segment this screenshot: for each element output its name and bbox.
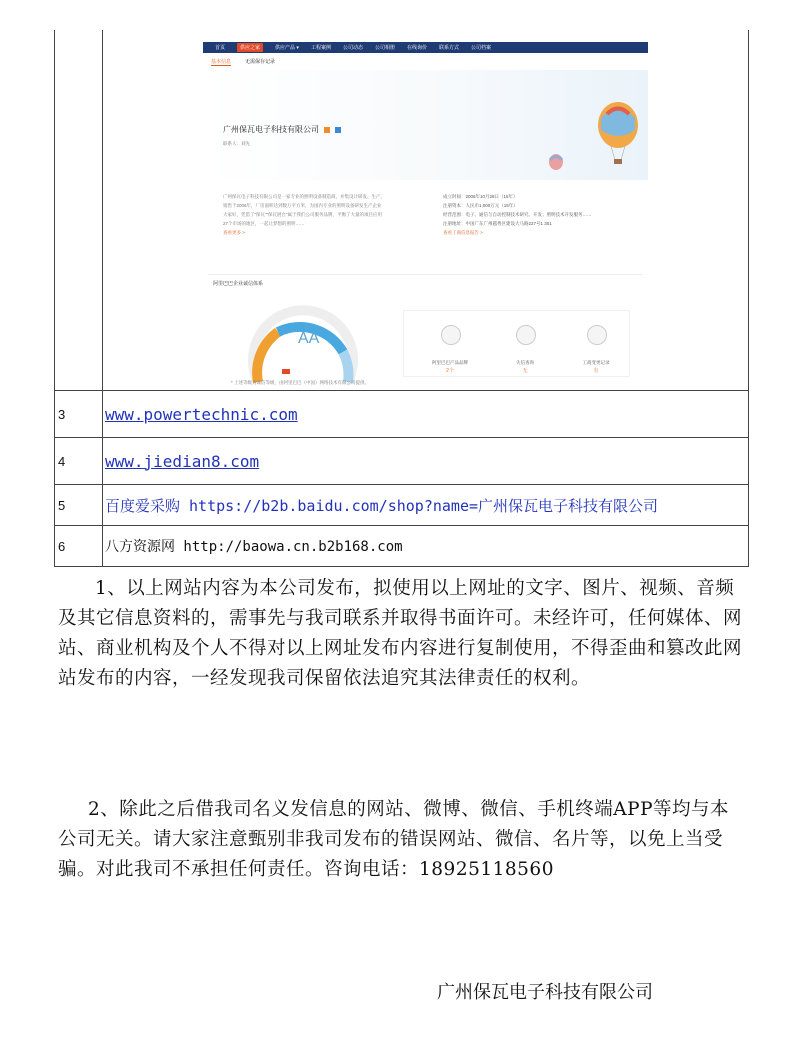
nav-item: 联系方式 <box>439 45 460 51</box>
nav-item: 供应之家 <box>237 43 263 52</box>
company-facts: 成立时间：2006年10月28日（15年） 注册资本：人民币1,000万元（15年） 经营范围：电子、通信与自动控制技术研究、开发；照明技术开发服务…… 注册地址：中国广东广州越秀区建设大马路227号1 301 查看工商信息报告 > <box>443 192 643 237</box>
paragraph: 2、除此之后借我司名义发信息的网站、微博、微信、手机终端APP等均与本公司无关。请大家注意甄别非我司发布的错误网站、微信、名片等，以免上当受骗。对此我司不承担任何责任。咨询电话：18925118560 <box>58 799 730 880</box>
tab: 基本信息 <box>211 59 232 65</box>
company-name: 广州保瓦电子科技有限公司 <box>223 124 341 135</box>
nav-item: 首页 <box>215 45 226 51</box>
website-text: 八方资源网 http://baowa.cn.b2b168.com <box>105 539 403 555</box>
record-icon <box>587 325 607 345</box>
metric-label: 工商变更记录 <box>582 360 610 365</box>
row-number <box>55 30 103 390</box>
nav-item: 工程案例 <box>310 45 331 51</box>
table-row <box>55 526 748 567</box>
report-link[interactable]: 查看工商信息报告 > <box>443 230 483 235</box>
website-link[interactable]: www.powertechnic.com <box>105 404 298 424</box>
company-signature: 广州保瓦电子科技有限公司 <box>437 982 653 1003</box>
metric-label: 失信查询 <box>516 360 534 365</box>
embedded-navbar <box>203 42 648 53</box>
section-title: 阿里巴巴企业诚信体系 <box>213 281 264 287</box>
nav-item: 公司档案 <box>471 45 492 51</box>
metric-value: 2个 <box>446 368 454 374</box>
credit-icon <box>516 325 536 345</box>
brand-icon <box>441 325 461 345</box>
row-number: 3 <box>55 391 103 437</box>
metric-value: 有 <box>593 368 599 374</box>
metric-value: 无 <box>522 368 528 374</box>
paragraph: 1、以上网站内容为本公司发布，拟使用以上网址的文字、图片、视频、音频及其它信息资料的，需事先与我司联系并取得书面许可。未经许可，任何媒体、网站、商业机构及个人不得对以上网址发布内容进行复制使用，不得歪曲和篡改此网站发布的内容，一经发现我司保留依法追究其法律责任的权利。 <box>58 578 743 689</box>
tab: 无需保存记录 <box>245 59 276 65</box>
website-link[interactable]: 百度爱采购 https://b2b.baidu.com/shop?name=广州保瓦电子科技有限公司 <box>105 496 659 515</box>
row-number: 4 <box>55 438 103 484</box>
row-number: 5 <box>55 485 103 525</box>
table-row <box>55 485 748 526</box>
rating-value: AA <box>298 330 320 347</box>
screenshot-cell <box>103 30 748 390</box>
company-intro: 广州保瓦电子科技有限公司是一家专业的照明设备制造商，并集设计研发、生产、 销售于2006年，厂房面积达到数万平方米，为国内专业的照明设备研发生产企业 大家好，凭借了“保瓦”“保瓦展台”属于我们公司服务品牌，平衡了大量的项目应用 27个市场的地区，一起让梦想的照明…… 查看更多 > <box>223 192 413 237</box>
nav-item: 在线询价 <box>406 45 427 51</box>
contact-line: 联系人：刘先 <box>223 141 250 146</box>
embedded-tabs <box>211 58 275 66</box>
screenshot-row <box>55 30 748 391</box>
website-link[interactable]: www.jiedian8.com <box>105 451 260 471</box>
nav-item: 供应产品 ▾ <box>275 45 299 51</box>
nav-item: 公司动态 <box>342 45 363 51</box>
table-row <box>55 438 748 485</box>
nav-item: 公司相册 <box>374 45 395 51</box>
table-row <box>55 391 748 438</box>
rating-note: * 上述等级为诚信等级，由阿里巴巴（中国）网络技术有限公司提供。 <box>231 380 369 385</box>
badge-icon <box>335 127 341 133</box>
website-table <box>54 30 749 567</box>
embedded-screenshot <box>203 42 648 385</box>
badge-icon <box>324 127 330 133</box>
more-link[interactable]: 查看更多 > <box>223 230 245 235</box>
row-number: 6 <box>55 526 103 566</box>
metric-label: 阿里巴巴产品品牌 <box>432 360 468 365</box>
